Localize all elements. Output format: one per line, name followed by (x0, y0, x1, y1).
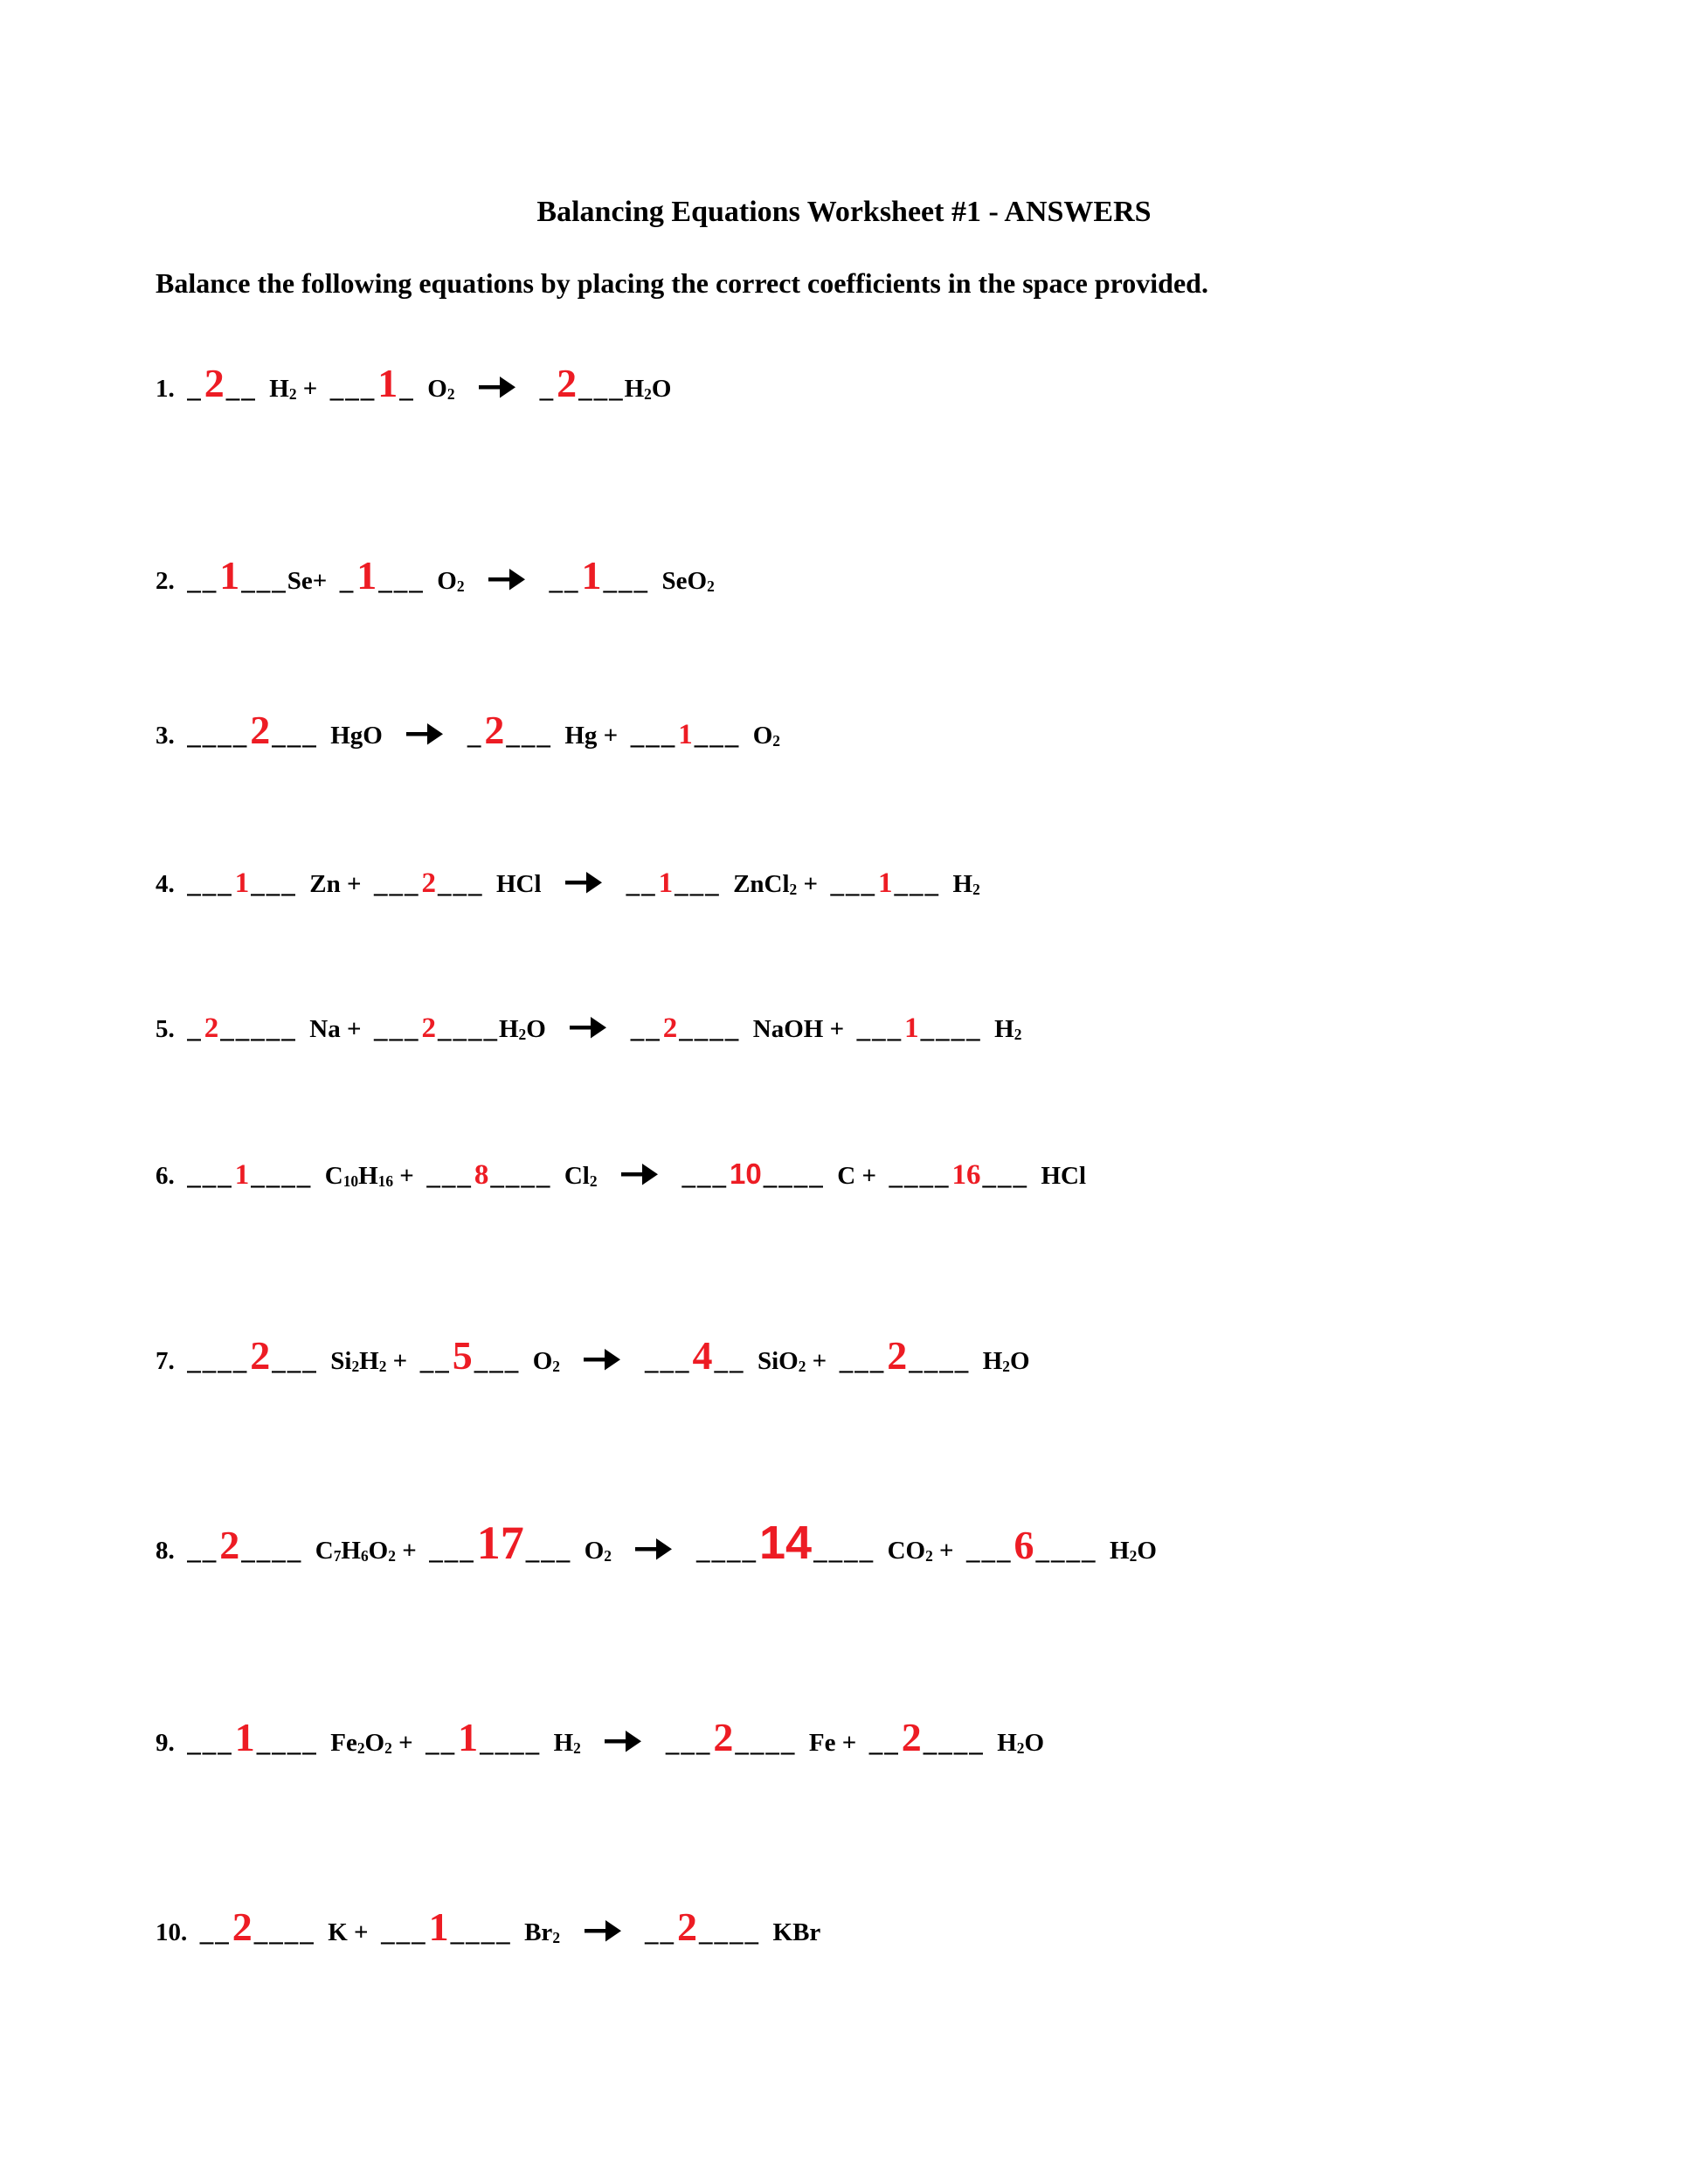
answer-coefficient: 1 (356, 553, 377, 598)
chemical-formula (753, 1015, 844, 1043)
answer-blank (630, 719, 741, 750)
formula-text: + (806, 1347, 827, 1375)
equation-number: 4. (156, 870, 175, 898)
answer-coefficient: 2 (901, 1715, 922, 1759)
blank-underscore: ___ (630, 719, 677, 750)
chemical-formula (733, 870, 818, 898)
blank-underscore: ___ (381, 1916, 427, 1946)
answer-blank (644, 1333, 745, 1378)
formula-subscript: 2 (972, 881, 980, 899)
chemical-formula (554, 1729, 581, 1757)
blank-underscore: ____ (251, 1159, 313, 1190)
equation-row (156, 1000, 1021, 1062)
chemical-formula (994, 1015, 1021, 1043)
equation-row (156, 1147, 1086, 1209)
blank-underscore: ___ (378, 564, 425, 595)
blank-underscore: ____ (241, 1534, 303, 1565)
blank-underscore: ___ (665, 1726, 712, 1757)
equation-row (156, 707, 780, 769)
formula-text: Fe + (808, 1729, 857, 1757)
equation-row (156, 1517, 1157, 1584)
chemical-formula (758, 1347, 827, 1375)
formula-text: H (624, 375, 645, 403)
answer-blank (374, 867, 484, 899)
blank-underscore: ___ (578, 372, 625, 403)
formula-text: H (553, 1729, 574, 1757)
answer-coefficient: 4 (692, 1333, 713, 1378)
formula-subscript: 2 (552, 1929, 561, 1947)
blank-underscore: ____ (695, 1534, 758, 1565)
arrow-right-icon (564, 860, 603, 916)
answer-coefficient: 2 (232, 1904, 253, 1949)
arrow-right-icon (584, 1908, 622, 1964)
equation-number: 9. (156, 1729, 175, 1757)
equation-number: 7. (156, 1347, 175, 1375)
answer-blank (966, 1523, 1097, 1567)
blank-underscore: __ (199, 1916, 231, 1946)
chemical-formula (499, 1015, 546, 1043)
chemical-formula (753, 722, 780, 750)
formula-text: + (393, 1162, 414, 1190)
formula-text: Si (330, 1347, 352, 1375)
formula-subscript: 2 (707, 577, 715, 596)
blank-underscore: ____ (699, 1916, 761, 1946)
chemical-formula (330, 722, 383, 750)
blank-underscore: __ (626, 867, 657, 898)
blank-underscore: ____ (256, 1726, 318, 1757)
arrow-right-icon (604, 1718, 642, 1774)
formula-text: Fe (330, 1729, 357, 1757)
equation-row (156, 1714, 1044, 1776)
blank-underscore: __ (868, 1726, 900, 1757)
formula-text: C (324, 1162, 343, 1190)
answer-blank (374, 1015, 499, 1043)
answer-blank (187, 1159, 313, 1191)
answer-coefficient: 10 (730, 1158, 762, 1190)
formula-text: + (395, 1537, 417, 1565)
blank-underscore: __ (425, 1726, 457, 1757)
answer-blank (187, 1015, 297, 1043)
formula-text: H (359, 1347, 379, 1375)
answer-coefficient: 1 (234, 1159, 250, 1191)
formula-subscript: 2 (1013, 1026, 1022, 1044)
answer-blank (381, 1904, 512, 1949)
answer-coefficient: 2 (421, 867, 436, 899)
answer-blank (626, 867, 721, 899)
formula-subscript: 2 (378, 1358, 387, 1376)
blank-underscore: ___ (894, 867, 941, 898)
chemical-formula (953, 870, 980, 898)
blank-underscore: ___ (329, 372, 377, 403)
chemical-formula (533, 1347, 560, 1375)
formula-subscript: 2 (288, 385, 297, 404)
blank-underscore: ___ (966, 1534, 1013, 1565)
blank-underscore: ___ (251, 867, 297, 898)
chemical-formula (564, 1162, 598, 1190)
answer-blank (467, 708, 552, 752)
answer-blank (187, 1333, 318, 1378)
answer-coefficient: 2 (204, 361, 225, 405)
formula-text: + (386, 1347, 408, 1375)
formula-text: KBr (772, 1918, 821, 1946)
formula-text: Hg + (564, 722, 619, 750)
answer-coefficient: 2 (557, 361, 578, 405)
answer-coefficient: 2 (677, 1904, 698, 1949)
formula-text: + (932, 1537, 954, 1565)
blank-underscore: ____ (187, 1344, 249, 1375)
formula-text: Na + (309, 1015, 362, 1043)
answer-blank (419, 1333, 521, 1378)
chemical-formula (983, 1347, 1030, 1375)
blank-underscore: ___ (830, 867, 877, 898)
blank-underscore: _ (339, 564, 356, 595)
blank-underscore: ___ (241, 564, 287, 595)
answer-blank (187, 708, 318, 752)
formula-text: O (1009, 1347, 1030, 1375)
chemical-formula (287, 567, 328, 595)
formula-text: ZnCl (733, 870, 790, 898)
formula-subscript: 2 (388, 1547, 396, 1565)
formula-subscript: 10 (342, 1172, 359, 1191)
answer-coefficient: 1 (377, 361, 398, 405)
chemical-formula (427, 375, 454, 403)
formula-subscript: 2 (604, 1547, 612, 1565)
blank-underscore: ___ (374, 867, 420, 898)
answer-blank (549, 553, 650, 598)
answer-blank (839, 1333, 971, 1378)
answer-coefficient: 1 (234, 1715, 255, 1759)
answer-blank (889, 1159, 1028, 1191)
formula-text: O (1137, 1537, 1157, 1565)
blank-underscore: ___ (675, 867, 721, 898)
blank-underscore: ____ (490, 1159, 552, 1190)
formula-subscript: 2 (456, 577, 465, 596)
answer-blank (187, 553, 287, 598)
answer-coefficient: 17 (476, 1517, 524, 1569)
formula-subscript: 7 (333, 1547, 342, 1565)
blank-underscore: ___ (839, 1344, 886, 1375)
chemical-formula (330, 1347, 407, 1375)
blank-underscore: ___ (982, 1159, 1028, 1190)
blank-underscore: __ (645, 1916, 676, 1946)
answer-coefficient: 2 (219, 1523, 240, 1567)
arrow-right-icon (478, 364, 516, 420)
answer-coefficient: 16 (951, 1159, 981, 1191)
chemical-formula (837, 1162, 876, 1190)
equation-number: 2. (156, 567, 175, 595)
chemical-formula (997, 1729, 1044, 1757)
blank-underscore: ___ (856, 1013, 903, 1043)
worksheet-title: Balancing Equations Worksheet #1 - ANSWERS (536, 196, 1152, 228)
formula-subscript: 2 (789, 881, 798, 899)
chemical-formula (564, 722, 618, 750)
formula-text: SeO (661, 567, 708, 595)
answer-coefficient: 5 (452, 1333, 473, 1378)
formula-subscript: 2 (384, 1739, 392, 1758)
formula-text: O (584, 1537, 605, 1565)
blank-underscore: __ (630, 1013, 661, 1043)
equation-row (156, 1332, 1030, 1394)
answer-coefficient: 1 (234, 867, 250, 899)
blank-underscore: ___ (506, 719, 552, 750)
answer-blank (868, 1715, 985, 1759)
arrow-right-icon (488, 556, 526, 612)
answer-blank (329, 361, 415, 405)
chemical-formula (809, 1729, 856, 1757)
arrow-right-icon (634, 1526, 673, 1582)
formula-text: O (368, 1537, 389, 1565)
answer-coefficient: 2 (250, 1333, 271, 1378)
chemical-formula (524, 1918, 560, 1946)
formula-subscript: 6 (360, 1547, 369, 1565)
answer-coefficient: 1 (458, 1715, 479, 1759)
blank-underscore: ____ (187, 719, 249, 750)
blank-underscore: ___ (525, 1534, 572, 1565)
chemical-formula (773, 1918, 821, 1946)
blank-underscore: ____ (813, 1534, 875, 1565)
answer-coefficient: 2 (421, 1013, 436, 1044)
formula-text: O (526, 1015, 546, 1043)
answer-coefficient: 2 (250, 708, 271, 752)
formula-text: + (391, 1729, 413, 1757)
answer-coefficient: 2 (713, 1715, 734, 1759)
formula-subscript: 2 (356, 1739, 365, 1758)
answer-coefficient: 2 (484, 708, 505, 752)
answer-blank (539, 361, 625, 405)
formula-subscript: 16 (377, 1172, 394, 1191)
answer-blank (339, 553, 425, 598)
answer-blank (665, 1715, 797, 1759)
formula-subscript: 2 (573, 1739, 581, 1758)
formula-subscript: 2 (644, 385, 652, 404)
blank-underscore: __ (187, 1534, 218, 1565)
equation-number: 3. (156, 722, 175, 750)
answer-blank (199, 1904, 315, 1949)
formula-text: O (1024, 1729, 1045, 1757)
formula-text: H (1110, 1537, 1130, 1565)
chemical-formula (1110, 1537, 1157, 1565)
arrow-right-icon (583, 1337, 621, 1393)
blank-underscore: __ (549, 564, 580, 595)
blank-underscore: ___ (694, 719, 741, 750)
answer-coefficient: 8 (474, 1159, 489, 1191)
formula-text: C (315, 1537, 334, 1565)
formula-subscript: 2 (552, 1358, 560, 1376)
formula-text: H (952, 870, 973, 898)
blank-underscore: _____ (220, 1013, 297, 1043)
chemical-formula (325, 1162, 414, 1190)
blank-underscore: _ (187, 372, 203, 403)
answer-blank (425, 1715, 542, 1759)
formula-subscript: 2 (1129, 1547, 1138, 1565)
blank-underscore: ____ (679, 1013, 741, 1043)
blank-underscore: ___ (187, 1159, 233, 1190)
formula-subscript: 2 (351, 1358, 360, 1376)
blank-underscore: ____ (1035, 1534, 1097, 1565)
answer-blank (426, 1159, 552, 1191)
equation-number: 5. (156, 1015, 175, 1043)
chemical-formula (496, 870, 542, 898)
blank-underscore: _ (187, 1013, 203, 1043)
answer-blank (187, 361, 257, 405)
formula-text: H (994, 1015, 1014, 1043)
blank-underscore: _ (539, 372, 556, 403)
blank-underscore: ____ (480, 1726, 542, 1757)
equation-number: 8. (156, 1537, 175, 1565)
formula-text: K + (328, 1918, 369, 1946)
worksheet-instruction: Balance the following equations by placing the correct coefficients in the space provided. (156, 267, 1208, 299)
formula-text: H (982, 1347, 1003, 1375)
formula-text: Se+ (287, 567, 328, 595)
formula-text: H (269, 375, 289, 403)
equation-number: 1. (156, 375, 175, 403)
formula-text: Br (524, 1918, 553, 1946)
arrow-right-icon (620, 1151, 659, 1207)
formula-text: Zn + (309, 870, 362, 898)
answer-coefficient: 1 (219, 553, 240, 598)
blank-underscore: ____ (923, 1726, 985, 1757)
formula-text: O (427, 375, 447, 403)
blank-underscore: ___ (438, 867, 484, 898)
answer-blank (631, 1015, 741, 1043)
blank-underscore: ___ (187, 1726, 233, 1757)
formula-text: NaOH + (752, 1015, 845, 1043)
equation-row (156, 552, 715, 614)
chemical-formula (1041, 1162, 1086, 1190)
blank-underscore: ___ (644, 1344, 691, 1375)
formula-text: + (797, 870, 819, 898)
formula-text: H (498, 1015, 519, 1043)
answer-coefficient: 1 (878, 867, 893, 899)
formula-text: H (341, 1537, 361, 1565)
answer-blank (681, 1158, 825, 1190)
blank-underscore: _ (467, 719, 483, 750)
blank-underscore: ___ (429, 1534, 475, 1565)
arrow-right-icon (569, 1005, 607, 1061)
formula-subscript: 2 (589, 1172, 598, 1191)
answer-coefficient: 1 (581, 553, 602, 598)
chemical-formula (437, 567, 464, 595)
formula-text: Cl (564, 1162, 590, 1190)
blank-underscore: ___ (474, 1344, 521, 1375)
chemical-formula (269, 375, 317, 403)
formula-text: HCl (1041, 1162, 1087, 1190)
answer-coefficient: 2 (204, 1013, 219, 1044)
answer-blank (187, 1523, 303, 1567)
formula-text: + (296, 375, 318, 403)
blank-underscore: __ (187, 564, 218, 595)
chemical-formula (309, 1015, 361, 1043)
answer-coefficient: 1 (904, 1013, 919, 1044)
chemical-formula (315, 1537, 417, 1565)
blank-underscore: __ (714, 1344, 745, 1375)
answer-coefficient: 1 (658, 867, 674, 899)
blank-underscore: ____ (735, 1726, 797, 1757)
blank-underscore: __ (225, 372, 257, 403)
blank-underscore: ____ (909, 1344, 971, 1375)
chemical-formula (662, 567, 715, 595)
answer-coefficient: 14 (758, 1517, 813, 1569)
formula-text: HCl (496, 870, 542, 898)
blank-underscore: ___ (426, 1159, 473, 1190)
blank-underscore: ____ (437, 1013, 499, 1043)
answer-blank (187, 867, 297, 899)
answer-coefficient: 2 (662, 1013, 678, 1044)
formula-text: H (997, 1729, 1017, 1757)
blank-underscore: ____ (763, 1159, 825, 1190)
chemical-formula (328, 1918, 368, 1946)
formula-subscript: 2 (518, 1026, 527, 1044)
equation-number: 10. (156, 1918, 188, 1946)
blank-underscore: ___ (603, 564, 650, 595)
blank-underscore: ___ (272, 719, 318, 750)
formula-subscript: 2 (1002, 1358, 1010, 1376)
answer-coefficient: 2 (887, 1333, 908, 1378)
answer-blank (187, 1715, 318, 1759)
answer-blank (857, 1015, 982, 1043)
formula-text: O (437, 567, 457, 595)
chemical-formula (330, 1729, 412, 1757)
formula-text: SiO (757, 1347, 799, 1375)
equation-row (156, 360, 671, 422)
blank-underscore: ___ (373, 1013, 420, 1043)
formula-text: O (364, 1729, 385, 1757)
answer-blank (429, 1517, 572, 1569)
formula-text: O (651, 375, 672, 403)
blank-underscore: _ (399, 372, 415, 403)
answer-blank (645, 1904, 761, 1949)
blank-underscore: ___ (272, 1344, 318, 1375)
answer-blank (830, 867, 941, 899)
formula-text: H (358, 1162, 378, 1190)
formula-text: O (752, 722, 773, 750)
formula-text: HgO (330, 722, 383, 750)
blank-underscore: ____ (889, 1159, 951, 1190)
formula-subscript: 2 (1016, 1739, 1025, 1758)
formula-subscript: 2 (925, 1547, 933, 1565)
arrow-right-icon (405, 711, 444, 767)
chemical-formula (888, 1537, 954, 1565)
formula-text: CO (887, 1537, 926, 1565)
formula-text: O (532, 1347, 553, 1375)
equation-number: 6. (156, 1162, 175, 1190)
chemical-formula (625, 375, 672, 403)
blank-underscore: __ (419, 1344, 451, 1375)
chemical-formula (309, 870, 361, 898)
formula-text: C + (837, 1162, 876, 1190)
blank-underscore: ____ (450, 1916, 512, 1946)
blank-underscore: ____ (920, 1013, 982, 1043)
answer-coefficient: 1 (428, 1904, 449, 1949)
answer-coefficient: 6 (1013, 1523, 1034, 1567)
answer-coefficient: 1 (678, 719, 693, 750)
blank-underscore: ___ (681, 1159, 729, 1190)
formula-subscript: 2 (772, 732, 780, 750)
formula-subscript: 2 (798, 1358, 806, 1376)
formula-subscript: 2 (446, 385, 455, 404)
blank-underscore: ___ (187, 867, 233, 898)
blank-underscore: ____ (253, 1916, 315, 1946)
equation-row (156, 855, 980, 917)
chemical-formula (585, 1537, 612, 1565)
answer-blank (695, 1517, 875, 1569)
equation-row (156, 1904, 820, 1966)
